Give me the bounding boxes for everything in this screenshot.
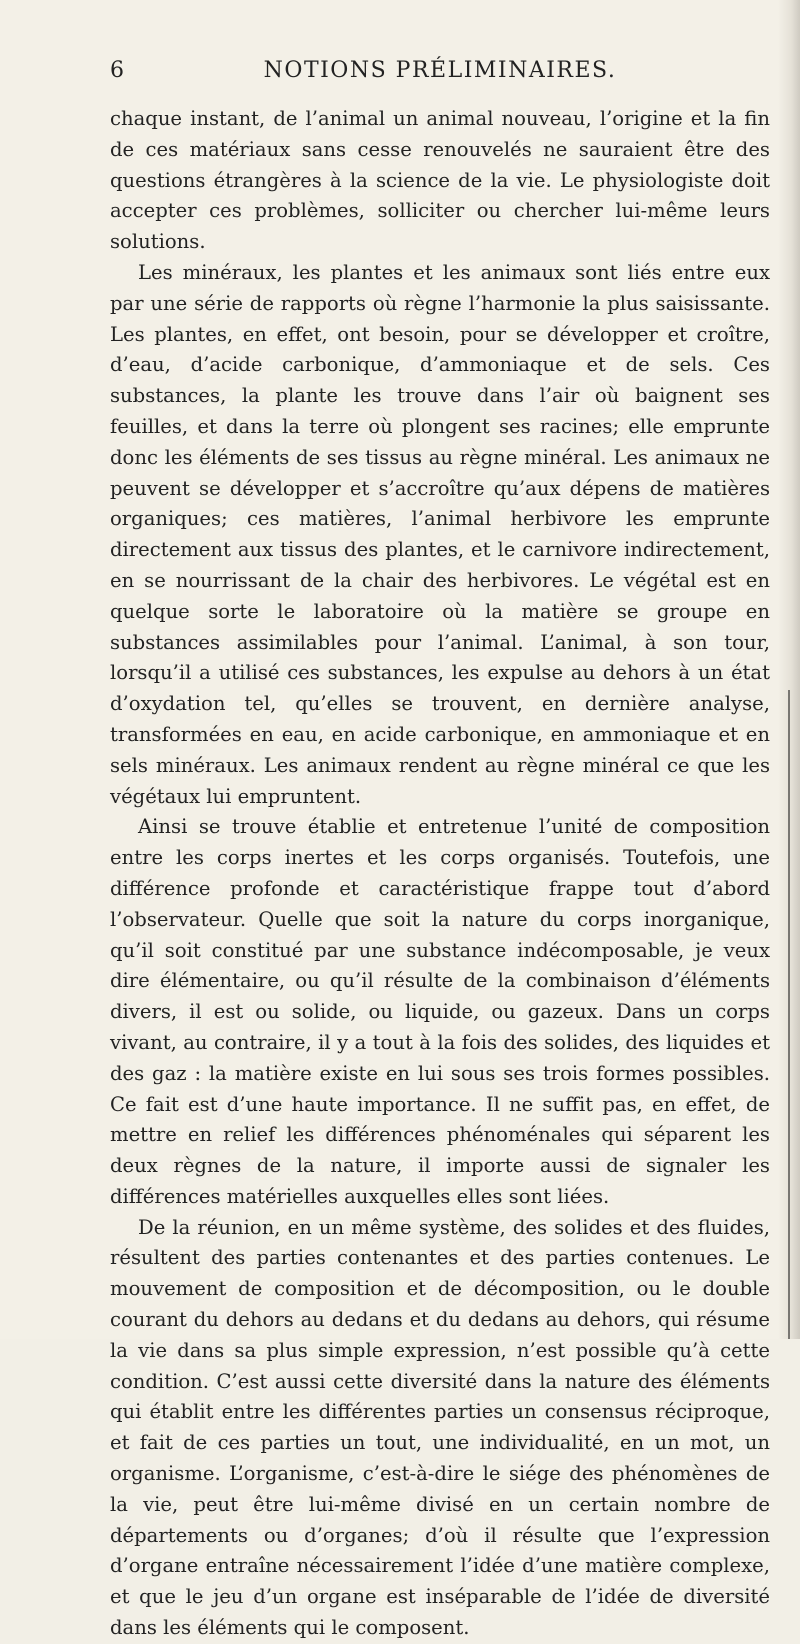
- paragraph-unity-of-composition: Ainsi se trouve établie et entretenue l’unité de composition entre les corps inertes et les corps organisés. Toutefois, une différence profonde et caractéristique frappe tout d’abord l’observateur. Quelle que soit la nature du corps inorganique, qu’il soit constitué par une substance indécomposable, je veux dire élémentaire, ou qu’il résulte de la combinaison d’éléments divers, il est ou solide, ou liquide, ou gazeux. Dans un corps vivant, au contraire, il y a tout à la fois des solides, des liquides et des gaz : la matière existe en lui sous ses trois formes possibles. Ce fait est d’une haute importance. Il ne suffit pas, en effet, de mettre en relief les différences phénoménales qui séparent les deux règnes de la nature, il importe aussi de signaler les différences matérielles auxquelles elles sont liées.: [110, 815, 770, 1208]
- page-header: [110, 50, 770, 90]
- paragraph-continuation: chaque instant, de l’animal un animal nouveau, l’origine et la fin de ces matériaux sans cesse renouvelés ne sauraient être des questions étrangères à la science de la vie. Le physiologiste doit accepter ces problèmes, solliciter ou chercher lui-même leurs solutions.: [110, 107, 770, 254]
- page-number: 6: [110, 58, 125, 83]
- paragraph-organism: De la réunion, en un même système, des solides et des fluides, résultent des parties contenantes et des parties contenues. Le mouvement de composition et de décomposition, ou le double courant du dehors au dedans et du dedans au dehors, qui résume la vie dans sa plus simple expression, n’est possible qu’à cette condition. C’est aussi cette diversité dans la nature des éléments qui établit entre les différentes parties un consensus réciproque, et fait de ces parties un tout, une individualité, en un mot, un organisme. L’organisme, c’est-à-dire le siége des phénomènes de la vie, peut être lui-même divisé en un certain nombre de départements ou d’organes; d’où il résulte que l’expression d’organe entraîne nécessairement l’idée d’une matière complexe, et que le jeu d’un organe est inséparable de l’idée de diversité dans les éléments qui le composent.: [110, 1215, 770, 1640]
- running-head: NOTIONS PRÉLIMINAIRES.: [263, 58, 617, 83]
- paragraph-minerals-plants-animals: Les minéraux, les plantes et les animaux sont liés entre eux par une série de rapports où règne l’harmonie la plus saisissante. Les plantes, en effet, ont besoin, pour se développer et croître, d’eau, d’acide carbonique, d’ammoniaque et de sels. Ces substances, la plante les trouve dans l’air où baignent ses feuilles, et dans la terre où plongent ses racines; elle emprunte donc les éléments de ses tissus au règne minéral. Les animaux ne peuvent se développer et s’accroître qu’aux dépens de matières organiques; ces matières, l’animal herbivore les emprunte directement aux tissus des plantes, et le carnivore indirectement, en se nourrissant de la chair des herbivores. Le végétal est en quelque sorte le laboratoire où la matière se groupe en substances assimilables pour l’animal. L’animal, à son tour, lorsqu’il a utilisé ces substances, les expulse au dehors à un état d’oxydation tel, qu’elles se trouvent, en dernière analyse, transformées en eau, en acide carbonique, en ammoniaque et en sels minéraux. Les animaux rendent au règne minéral ce que les végétaux lui empruntent.: [110, 260, 770, 808]
- page-edge-line: [788, 690, 790, 1339]
- body-text: [110, 104, 770, 1644]
